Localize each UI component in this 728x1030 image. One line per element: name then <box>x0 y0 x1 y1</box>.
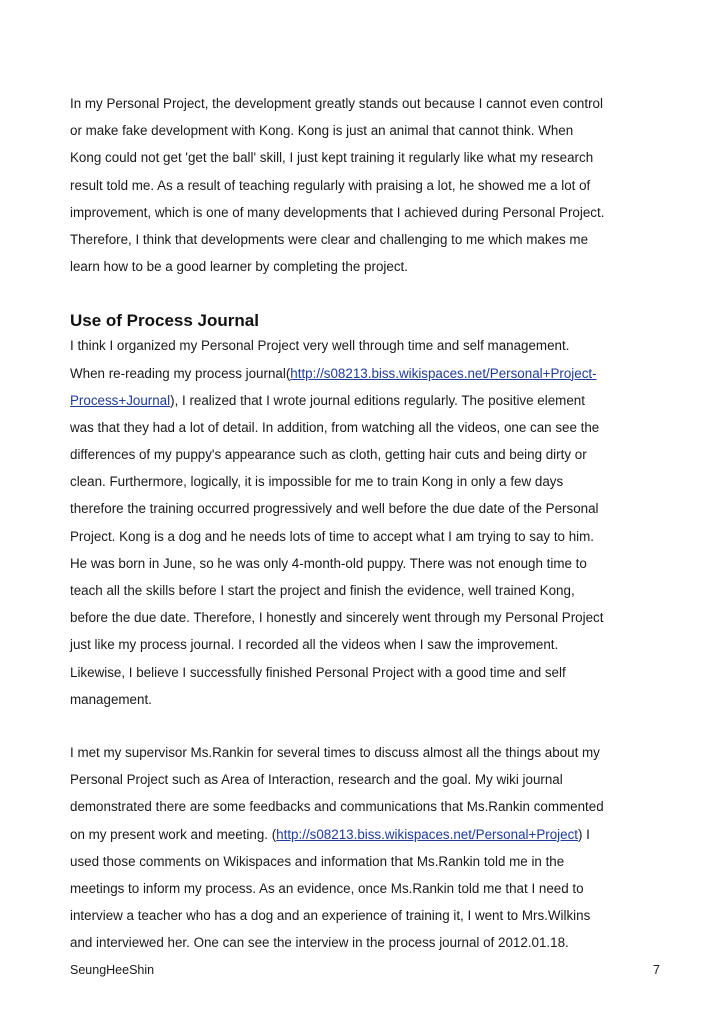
text-line: In my Personal Project, the development greatly stands out because I cannot even control <box>70 96 603 111</box>
text-line: He was born in June, so he was only 4-month-old puppy. There was not enough time to <box>70 555 587 571</box>
paragraph-supervisor <box>70 739 660 957</box>
text-line: clean. Furthermore, logically, it is impossible for me to train Kong in only a few days <box>70 474 564 490</box>
process-journal-link-part2[interactable]: Process+Journal <box>70 392 171 408</box>
paragraph-gap <box>70 713 660 739</box>
text-line: meetings to inform my process. As an evidence, once Ms.Rankin told me that I need to <box>70 880 584 896</box>
text-line: learn how to be a good learner by completing the project. <box>70 259 408 275</box>
text-line: I think I organized my Personal Project very well through time and self management. <box>70 338 570 354</box>
text-segment: ) I <box>578 826 590 842</box>
text-segment: When re-reading my process journal( <box>70 365 291 381</box>
text-segment: ), I realized that I wrote journal editions regularly. The positive element <box>170 392 585 408</box>
text-line: Personal Project such as Area of Interaction, research and the goal. My wiki journal <box>70 772 563 788</box>
text-line: management. <box>70 691 152 707</box>
page-number: 7 <box>653 963 660 977</box>
wiki-journal-link[interactable]: http://s08213.biss.wikispaces.net/Personal+Project <box>276 826 578 842</box>
text-line: Likewise, I believe I successfully finished Personal Project with a good time and self <box>70 664 566 680</box>
section-heading: Use of Process Journal <box>70 311 259 331</box>
text-line: result told me. As a result of teaching regularly with praising a lot, he showed me a lot of <box>70 177 591 193</box>
text-line: before the due date. Therefore, I honestly and sincerely went through my Personal Project <box>70 610 604 626</box>
paragraph-development <box>70 90 660 280</box>
footer-author: SeungHeeShin <box>70 963 155 977</box>
text-line: improvement, which is one of many developments that I achieved during Personal Project. <box>70 204 605 220</box>
text-line: demonstrated there are some feedbacks and communications that Ms.Rankin commented <box>70 799 604 815</box>
text-line <box>70 387 660 414</box>
text-line: interview a teacher who has a dog and an experience of training it, I went to Mrs.Wilkins <box>70 908 591 924</box>
text-line: Kong could not get 'get the ball' skill, I just kept training it regularly like what my research <box>70 150 594 166</box>
process-journal-link-part1[interactable]: http://s08213.biss.wikispaces.net/Personal+Project- <box>290 365 597 381</box>
text-segment: on my present work and meeting. ( <box>70 826 277 842</box>
text-line: used those comments on Wikispaces and information that Ms.Rankin told me in the <box>70 853 565 869</box>
text-line: Project. Kong is a dog and he needs lots of time to accept what I am trying to say to him. <box>70 528 595 544</box>
text-line: teach all the skills before I start the project and finish the evidence, well trained Kong, <box>70 583 575 598</box>
text-line: Therefore, I think that developments were clear and challenging to me which makes me <box>70 231 589 247</box>
paragraph-process-journal <box>70 332 660 713</box>
text-line <box>70 821 660 848</box>
text-line: was that they had a lot of detail. In addition, from watching all the videos, one can see the <box>70 419 600 435</box>
text-line: and interviewed her. One can see the interview in the process journal of 2012.01.18. <box>70 935 569 951</box>
text-line: therefore the training occurred progressively and well before the due date of the Personal <box>70 501 599 517</box>
text-line: or make fake development with Kong. Kong is just an animal that cannot think. When <box>70 123 574 139</box>
document-body <box>70 90 660 956</box>
text-line: just like my process journal. I recorded all the videos when I saw the improvement. <box>70 637 559 653</box>
text-line: differences of my puppy's appearance such as cloth, getting hair cuts and being dirty or <box>70 447 587 463</box>
paragraph-gap <box>70 280 660 306</box>
text-line <box>70 360 660 387</box>
text-line: I met my supervisor Ms.Rankin for several times to discuss almost all the things about my <box>70 744 600 760</box>
